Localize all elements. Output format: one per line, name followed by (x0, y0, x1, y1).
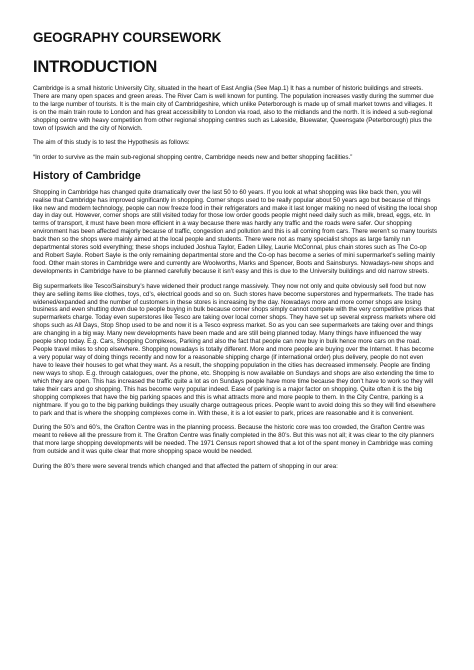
history-paragraph: Shopping in Cambridge has changed quite dramatically over the last 50 to 60 years. If you look at what shopping was like back then, you will realise that Cambridge has improved significantly in shopping. Corner shops used to be really popular about 50 years ago but because of things like new and modern technology, people can now freeze food in their refrigerators and make it last longer making no need of visiting the local shop day in day out. However, corner shops are still visited today for those low order goods people might need daily such as milk, bread, eggs, etc. In terms of transport, it must have been more efficient in a way because there was hardly any traffic and the roads were safer. Our shopping environment has been affected majorly because of traffic, congestion and pollution and this is all coming from cars. There weren’t so many tourists back then so the shops were mainly aimed at the local people and students. There were not as many specialist shops as large family run departmental stores sold everything; these shops included Joshua Taylor, Eaden Lilley, Laurie McConnal, plus chain stores such as The Co-op and Robert Sayle. Robert Sayle is the only remaining departmental store and the Co-op has become a series of mini supermarket’s selling mainly food. Other main stores in Cambridge were and currently are Woolworths, Marks and Spencer, Boots and Sainsburys. Nowadays-new shops and developments in Cambridge have to be planned carefully because it isn’t easy and this is due to the University buildings and old narrow streets. (33, 188, 438, 276)
history-paragraph: Big supermarkets like Tesco/Sainsbury’s have widened their product range massively. They now not only and quite obviously sell food but now they are selling items like clothes, toys, cd’s, electrical goods and so on. Such stores have become superstores and hypermarkets. The trade has widened/expanded and the number of customers in these stores is increasing by the day. Nowadays more and more corner shops are losing business and even shutting down due to people buying in bulk because corner shops simply cannot compete with the very competitive prices that supermarkets charge. Today even superstores like Tesco are taking over local corner shops. They have set up several express markets where old shops such as All Days, Stop Shop used to be and now it is a Tesco express market. So as you can see supermarkets are taking over and things are changing in a big way. Many new developments have been made and are still being planned today. Many things have influenced the way people shop today. E.g. Cars, Shopping Complexes, Parking and also the fact that people can now buy in bulk hence more cars on the road. People travel miles to shop elsewhere. Shopping nowadays is totally different. More and more people are buying over the Internet. It has become a very popular way of doing things recently and now for a reasonable shipping charge (if international order) plus delivery, people do not even have to leave their houses to get what they want. As a result, the shopping population in the cities has decreased immensely. People are finding new ways to shop. E.g. through catalogues, over the phone, etc. Shopping is now available on Sundays and shops are also extending the time to which they are open. This has increased the traffic quite a lot as on Sundays people have more time because they don’t have to work so they will take their cars and go shopping. This has become very popular indeed. Ease of parking is a major factor on shopping. Quite often it is the big shopping complexes that have the big parking spaces and this is what attracts more and more people to them. In the City Centre, parking is a nightmare. If you go to the big parking buildings they usually charge outrageous prices. People want to avoid doing this so they will find elsewhere to park and that is where the shopping complexes come in. With these, it is a lot easier to park, prices are reasonable and it is convenient. (33, 282, 436, 417)
hypothesis-quote: “In order to survive as the main sub-regional shopping centre, Cambridge needs new and better shopping facilities.” (33, 153, 353, 161)
aim-paragraph: The aim of this study is to test the Hypothesis as follows: (33, 139, 190, 147)
history-heading: History of Cambridge (33, 169, 141, 182)
document-title: GEOGRAPHY COURSEWORK (33, 30, 222, 45)
history-paragraph: During the 50’s and 60’s, the Grafton Centre was in the planning process. Because the historic core was too crowded, the Grafton Centre was meant to relieve all the pressure from it. The Grafton Centre was finally completed in the 80’s. But this was not all; it was clear to the city planners that more large shopping developments will be needed. The 1971 Census report showed that a lot of the spent money in Cambridge was coming from outside and it was quite clear that more shopping space would be needed. (33, 424, 435, 456)
intro-paragraph: Cambridge is a small historic University City, situated in the heart of East Anglia (See Map.1) It has a number of historic buildings and streets. There are many open spaces and green areas. The River Cam is well known for punting. The population increases vastly during the summer due to the large number of tourists. It is the main city of Cambridgeshire, which unlike Peterborough is made up of small market towns and villages. It is on the main train route to London and has great accessibility to London via road, also to the midlands and the north. It is indeed a sub-regional shopping centre with heavy competition from other regional shopping centres such as Lakeside, Bluewater, Queensgate (Peterborough) plus the town of Ipswich and the city of Norwich. (33, 85, 434, 132)
history-paragraph: During the 80’s there were several trends which changed and that affected the pattern of shopping in our area: (33, 462, 338, 470)
section-heading-introduction: INTRODUCTION (33, 58, 158, 76)
